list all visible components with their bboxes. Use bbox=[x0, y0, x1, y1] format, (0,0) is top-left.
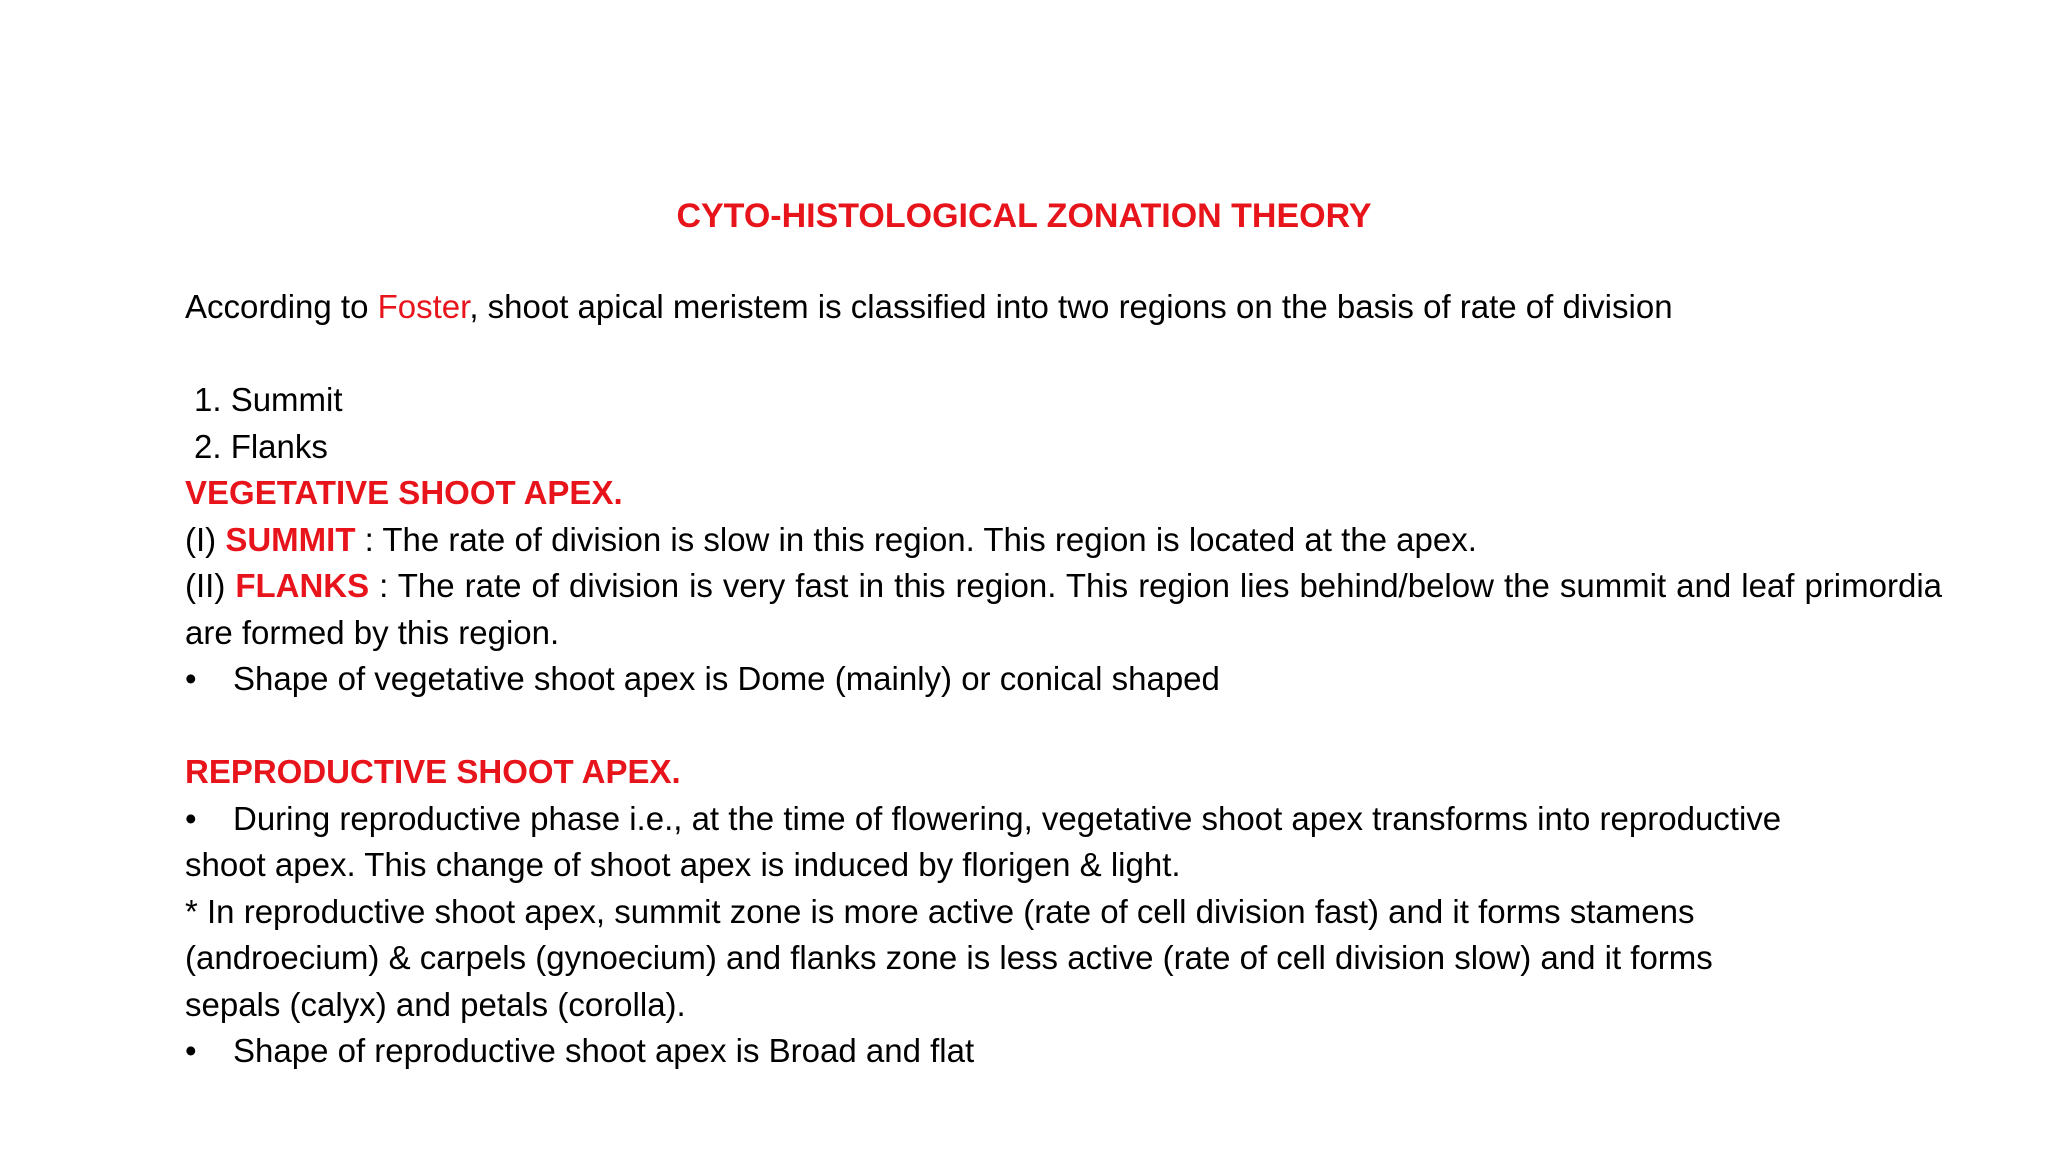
author-name: Foster bbox=[377, 288, 470, 325]
reproductive-transform-line2: shoot apex. This change of shoot apex is induced by florigen & light. bbox=[185, 846, 1181, 883]
intro-text-after: , shoot apical meristem is classified into two regions on the basis of rate of division bbox=[469, 288, 1673, 325]
reproductive-shape-text: Shape of reproductive shoot apex is Broad and flat bbox=[233, 1032, 975, 1069]
reproductive-transform-bullet bbox=[185, 796, 1942, 843]
reproductive-note-line1: * In reproductive shoot apex, summit zone is more active (rate of cell division fast) and it forms stamens bbox=[185, 892, 1695, 930]
reproductive-transform-line1: During reproductive phase i.e., at the time of flowering, vegetative shoot apex transforms into reproductive bbox=[233, 799, 1782, 837]
reproductive-note-line2: (androecium) & carpels (gynoecium) and flanks zone is less active (rate of cell division slow) and it forms bbox=[185, 939, 1713, 976]
reproductive-heading: REPRODUCTIVE SHOOT APEX. bbox=[185, 753, 681, 790]
summit-prefix: (I) bbox=[185, 520, 226, 558]
slide-body bbox=[185, 284, 1942, 1075]
flanks-definition bbox=[185, 563, 1942, 656]
vegetative-heading: VEGETATIVE SHOOT APEX. bbox=[185, 474, 623, 511]
intro-text-before: According to bbox=[185, 288, 378, 325]
bullet-icon: • bbox=[185, 799, 197, 837]
bullet-icon: • bbox=[185, 660, 197, 697]
regions-list-item-summit: 1. Summit bbox=[194, 381, 343, 418]
flanks-prefix: (II) bbox=[185, 567, 236, 604]
flanks-term: FLANKS bbox=[235, 567, 370, 604]
regions-list-item-flanks: 2. Flanks bbox=[194, 427, 328, 465]
reproductive-note-line3: sepals (calyx) and petals (corolla). bbox=[185, 985, 686, 1023]
reproductive-shape-bullet bbox=[185, 1028, 1942, 1075]
spacer bbox=[185, 703, 1942, 750]
intro-paragraph bbox=[185, 284, 1942, 331]
slide-title: CYTO-HISTOLOGICAL ZONATION THEORY bbox=[676, 197, 1372, 235]
bullet-icon: • bbox=[185, 1032, 197, 1069]
spacer bbox=[185, 331, 1942, 378]
vegetative-shape-bullet bbox=[185, 656, 1942, 703]
summit-definition bbox=[185, 517, 1942, 564]
flanks-text: : The rate of division is very fast in this region. This region lies behind/below the summit and leaf primordia are formed by this region. bbox=[185, 567, 1943, 651]
summit-term: SUMMIT bbox=[225, 520, 356, 558]
vegetative-shape-text: Shape of vegetative shoot apex is Dome (mainly) or conical shaped bbox=[233, 660, 1220, 697]
summit-text: : The rate of division is slow in this region. This region is located at the apex. bbox=[355, 520, 1477, 558]
